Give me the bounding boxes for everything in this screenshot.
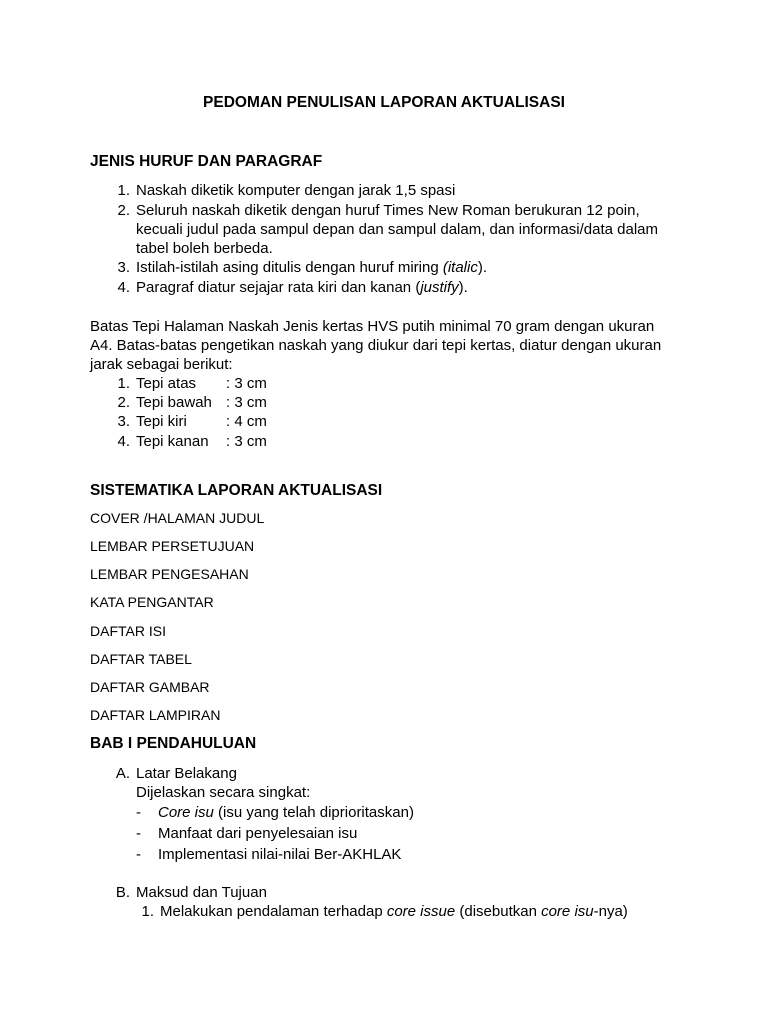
bullet-text: Manfaat dari penyelesaian isu bbox=[158, 825, 358, 842]
list-number: 2. bbox=[117, 202, 130, 219]
list-text-continued: tabel boleh berbeda. bbox=[136, 240, 273, 257]
margin-item bbox=[106, 412, 267, 431]
list-number: 1. bbox=[117, 375, 130, 392]
toc-item: KATA PENGANTAR bbox=[90, 594, 214, 610]
toc-item: DAFTAR ISI bbox=[90, 623, 166, 639]
italic-term: Core isu bbox=[158, 804, 214, 821]
bullet-item bbox=[136, 824, 357, 843]
toc-item: DAFTAR GAMBAR bbox=[90, 679, 210, 695]
dash-bullet: - bbox=[136, 804, 141, 821]
list-text: Naskah diketik komputer dengan jarak 1,5 spasi bbox=[136, 182, 456, 199]
paragraph-line: A4. Batas-batas pengetikan naskah yang diukur dari tepi kertas, diatur dengan ukuran bbox=[90, 337, 662, 354]
subsection-item bbox=[106, 883, 267, 902]
section-heading-systematics: SISTEMATIKA LAPORAN AKTUALISASI bbox=[90, 482, 383, 499]
subsection-item bbox=[106, 764, 237, 783]
margin-item bbox=[106, 393, 267, 412]
subsection-title: Maksud dan Tujuan bbox=[136, 884, 267, 901]
list-item bbox=[106, 201, 640, 220]
italic-term: core issue bbox=[386, 903, 456, 920]
list-number: 2. bbox=[117, 394, 130, 411]
paragraph-line: Batas Tepi Halaman Naskah Jenis kertas HVS putih minimal 70 gram dengan ukuran bbox=[90, 318, 655, 335]
toc-item: LEMBAR PERSETUJUAN bbox=[90, 538, 255, 554]
list-text-end: ). bbox=[477, 259, 488, 276]
margin-label: Tepi bawah bbox=[136, 394, 212, 411]
list-number: 3. bbox=[117, 413, 130, 430]
list-text: Istilah-istilah asing ditulis dengan huruf miring bbox=[136, 259, 443, 276]
chapter-heading: BAB I PENDAHULUAN bbox=[90, 735, 257, 752]
list-number: 1. bbox=[141, 903, 154, 920]
list-item bbox=[106, 278, 468, 297]
bullet-text: (isu yang telah diprioritaskan) bbox=[213, 804, 414, 821]
margin-label: Tepi atas bbox=[136, 375, 197, 392]
margin-value: : 3 cm bbox=[226, 394, 267, 411]
list-number: 3. bbox=[117, 259, 130, 276]
list-text-end: -nya) bbox=[593, 903, 628, 920]
list-number: 4. bbox=[117, 433, 130, 450]
section-heading-font-paragraph: JENIS HURUF DAN PARAGRAF bbox=[90, 153, 323, 170]
list-number: 1. bbox=[117, 182, 130, 199]
toc-item: DAFTAR LAMPIRAN bbox=[90, 707, 221, 723]
italic-term: (italic bbox=[442, 259, 478, 276]
list-text: Paragraf diatur sejajar rata kiri dan kanan ( bbox=[136, 279, 421, 296]
margin-value: : 4 cm bbox=[226, 413, 267, 430]
toc-item: COVER /HALAMAN JUDUL bbox=[90, 510, 265, 526]
list-number: 4. bbox=[117, 279, 130, 296]
list-letter: B. bbox=[115, 884, 130, 901]
list-text: Melakukan pendalaman terhadap bbox=[160, 903, 387, 920]
list-text-end: ). bbox=[458, 279, 468, 296]
list-item bbox=[106, 258, 487, 277]
list-text: (disebutkan bbox=[455, 903, 542, 920]
bullet-item bbox=[136, 845, 401, 864]
toc-item: DAFTAR TABEL bbox=[90, 651, 192, 667]
dash-bullet: - bbox=[136, 846, 141, 863]
toc-item: LEMBAR PENGESAHAN bbox=[90, 566, 249, 582]
margin-value: : 3 cm bbox=[226, 375, 267, 392]
subsection-title: Latar Belakang bbox=[136, 765, 237, 782]
italic-term: core isu bbox=[541, 903, 594, 920]
italic-term: justify bbox=[420, 279, 459, 296]
bullet-text: Implementasi nilai-nilai Ber-AKHLAK bbox=[158, 846, 402, 863]
document-title: PEDOMAN PENULISAN LAPORAN AKTUALISASI bbox=[203, 94, 565, 111]
margin-item bbox=[106, 432, 267, 451]
list-letter: A. bbox=[115, 765, 130, 782]
list-text: Seluruh naskah diketik dengan huruf Times New Roman berukuran 12 poin, bbox=[136, 202, 640, 219]
bullet-item bbox=[136, 803, 414, 822]
margin-value: : 3 cm bbox=[226, 433, 267, 450]
paragraph-line: jarak sebagai berikut: bbox=[90, 356, 233, 373]
margin-label: Tepi kiri bbox=[136, 413, 187, 430]
list-item bbox=[130, 902, 628, 921]
list-text-continued: kecuali judul pada sampul depan dan sampul dalam, dan informasi/data dalam bbox=[136, 221, 658, 238]
subsection-intro: Dijelaskan secara singkat: bbox=[136, 784, 311, 801]
list-item bbox=[106, 181, 455, 200]
dash-bullet: - bbox=[136, 825, 141, 842]
margin-label: Tepi kanan bbox=[136, 433, 209, 450]
margin-item bbox=[106, 374, 267, 393]
